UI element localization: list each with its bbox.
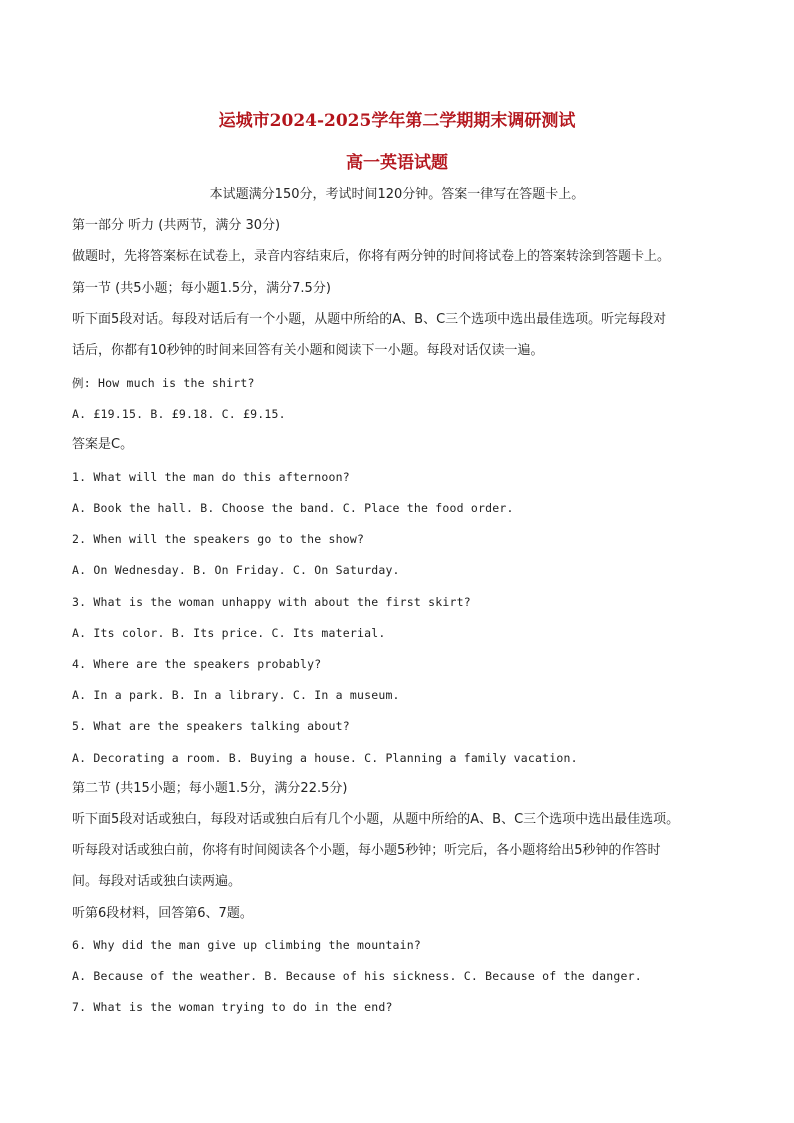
exam-title: 运城市2024-2025学年第二学期期末调研测试 [218,111,576,131]
question-1: 1. What will the man do this afternoon? [72,470,350,484]
question-2-options: A. On Wednesday. B. On Friday. C. On Saturday. [72,563,400,577]
question-5: 5. What are the speakers talking about? [72,719,350,733]
question-6: 6. Why did the man give up climbing the mountain? [72,938,422,952]
question-4-options: A. In a park. B. In a library. C. In a museum. [72,688,400,702]
exam-subtitle: 高一英语试题 [346,153,448,173]
section1-heading: 第一节 (共5小题；每小题1.5分，满分7.5分) [72,281,331,296]
section2-instruction-1: 听下面5段对话或独白，每段对话或独白后有几个小题，从题中所给的A、B、C三个选项中选出最佳选项。 [72,812,680,827]
example-answer: 答案是C。 [72,437,134,452]
example-question: 例: How much is the shirt? [72,376,255,390]
part1-instruction: 做题时，先将答案标在试卷上，录音内容结束后，你将有两分钟的时间将试卷上的答案转涂到答题卡上。 [72,249,671,264]
question-6-options: A. Because of the weather. B. Because of his sickness. C. Because of the danger. [72,969,642,983]
section2-instruction-3: 间。每段对话或独白读两遍。 [72,874,242,889]
section2-instruction-2: 听每段对话或独白前，你将有时间阅读各个小题，每小题5秒钟；听完后，各小题将给出5秒钟的作答时 [72,843,661,858]
question-3-options: A. Its color. B. Its price. C. Its material. [72,626,386,640]
question-4: 4. Where are the speakers probably? [72,657,322,671]
question-3: 3. What is the woman unhappy with about the first skirt? [72,595,471,609]
question-2: 2. When will the speakers go to the show? [72,532,365,546]
section1-instruction-1: 听下面5段对话。每段对话后有一个小题，从题中所给的A、B、C三个选项中选出最佳选项。听完每段对 [72,312,667,327]
example-options: A. £19.15. B. £9.18. C. £9.15. [72,407,286,421]
part1-heading: 第一部分 听力 (共两节，满分 30分) [72,218,281,233]
material-6-heading: 听第6段材料，回答第6、7题。 [72,906,253,921]
question-7: 7. What is the woman trying to do in the end? [72,1000,393,1014]
section1-instruction-2: 话后，你都有10秒钟的时间来回答有关小题和阅读下一小题。每段对话仅读一遍。 [72,343,544,358]
question-1-options: A. Book the hall. B. Choose the band. C. Place the food order. [72,501,514,515]
exam-intro: 本试题满分150分，考试时间120分钟。答案一律写在答题卡上。 [209,187,585,202]
section2-heading: 第二节 (共15小题；每小题1.5分，满分22.5分) [72,781,348,796]
question-5-options: A. Decorating a room. B. Buying a house. C. Planning a family vacation. [72,751,578,765]
